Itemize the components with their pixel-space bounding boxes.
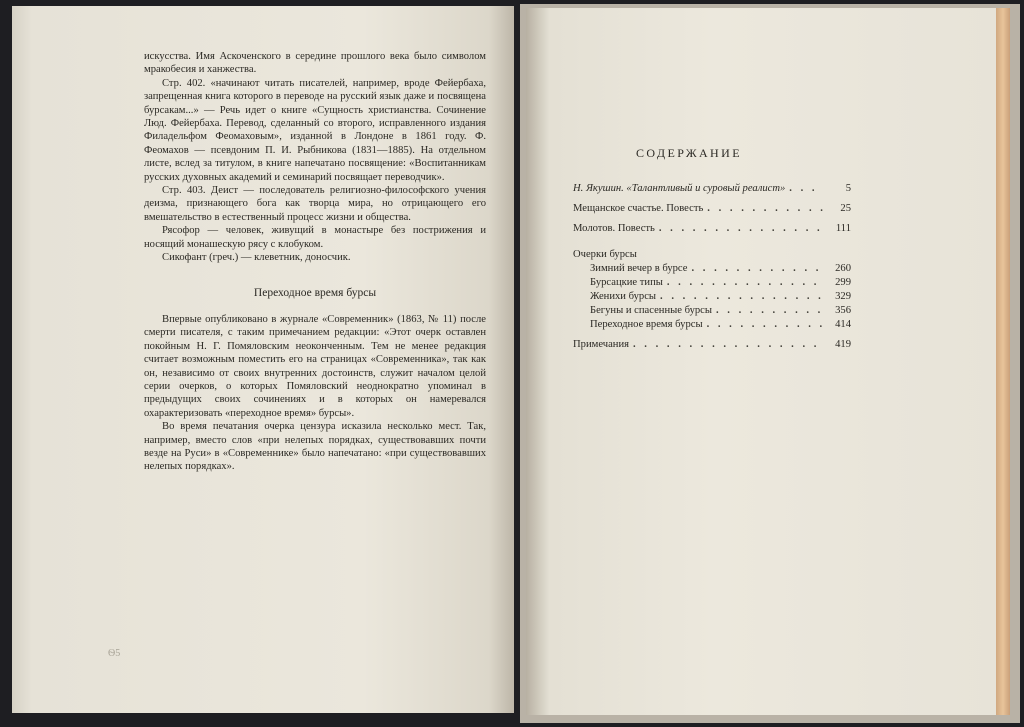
toc-entry-page: 329 [835, 291, 851, 302]
toc-entry-page: 5 [845, 183, 851, 194]
toc-group-label: Очерки бурсы [573, 249, 637, 260]
toc-entry-title: Зимний вечер в бурсе [590, 263, 688, 274]
toc-entry-page: 111 [835, 223, 851, 234]
toc-leader-dots [633, 338, 823, 352]
toc-leader-dots [716, 304, 823, 318]
note-paragraph: Сикофант (греч.) — клеветник, доносчик. [162, 252, 351, 264]
notes-text [144, 50, 486, 474]
toc-leader-dots [667, 276, 823, 290]
toc-entry [573, 202, 851, 216]
toc-leader-dots [691, 262, 823, 276]
toc-entry [573, 182, 851, 196]
toc-entry-page: 299 [835, 277, 851, 288]
toc-entry-title: Бурсацкие типы [590, 277, 663, 288]
toc-entry-title: Мещанское счастье. Повесть [573, 203, 704, 214]
toc-group-title [573, 248, 851, 262]
table-of-contents [573, 182, 851, 352]
toc-entry-page: 260 [835, 263, 851, 274]
right-page [526, 8, 996, 715]
toc-leader-dots [660, 290, 823, 304]
toc-leader-dots [659, 222, 823, 236]
toc-subentry [573, 290, 851, 304]
toc-entry-title: Н. Якушин. «Талантливый и суровый реалист» [573, 183, 786, 194]
page-number: Ѳ5 [108, 648, 121, 659]
toc-title: СОДЕРЖАНИЕ [636, 146, 742, 160]
toc-entry-title: Примечания [573, 339, 629, 350]
toc-leader-dots [707, 202, 823, 216]
toc-entry-title: Молотов. Повесть [573, 223, 655, 234]
toc-subentry [573, 276, 851, 290]
note-paragraph: Стр. 402. «начинают читать писателей, например, вроде Фейербаха, запрещенная книга которого в переводе на русский язык даже и посвящена бурсакам...» — Речь идет о книге «Сущность христианства. Сочинение Люд. Фейербаха. Перевод, сделанный со второго, исправленного издания Филадельфом Феомаховым», изданной в Лондоне в 1861 году. Ф. Феомахов — псевдоним П. И. Рыбникова (1831—1885). На отдельном листе, вслед за титулом, в книге напечатано посвящение: «Воспитанникам русских духовных академий и семинарий посвящает переводчик». [144, 77, 486, 183]
toc-entry-title: Женихи бурсы [590, 291, 657, 302]
note-paragraph: искусства. Имя Аскоченского в середине прошлого века было символом мракобесия и ханжества. [144, 51, 486, 76]
toc-subentry [573, 318, 851, 332]
toc-entry [573, 222, 851, 236]
note-paragraph: Рясофор — человек, живущий в монастыре без пострижения и носящий монашескую рясу с клобуком. [144, 225, 486, 250]
toc-leader-dots [707, 318, 823, 332]
toc-entry-title: Переходное время бурсы [590, 319, 703, 330]
toc-entry-page: 356 [835, 305, 851, 316]
toc-leader-dots [789, 182, 823, 196]
note-paragraph: Стр. 403. Деист — последователь религиозно-философского учения деизма, признающего бога как творца мира, но отрицающего его вмешательство в естественный процесс жизни и общества. [144, 185, 486, 223]
toc-entry-page: 419 [835, 339, 851, 350]
section-paragraph: Во время печатания очерка цензура исказила несколько мест. Так, например, вместо слов «при нелепых порядках, существовавших почти везде на Руси» в «Современнике» было напечатано: «при существовавших нелепых порядках». [144, 421, 486, 473]
toc-entry [573, 338, 851, 352]
toc-entry-page: 414 [835, 319, 851, 330]
toc-subentry [573, 304, 851, 318]
toc-entry-title: Бегуны и спасенные бурсы [590, 305, 712, 316]
section-heading: Переходное время бурсы [253, 286, 377, 299]
page-edge [996, 8, 1010, 715]
section-paragraph: Впервые опубликовано в журнале «Современник» (1863, № 11) после смерти писателя, с таким примечанием редакции: «Этот очерк оставлен покойным Н. Г. Помяловским неоконченным. Тем не менее редакция считает возможным поместить его на страницах «Современника», так как он, независимо от своих внутренних достоинств, служит началом целой серии очерков, о которых Помяловский неоднократно упоминал в предыдущих своих сочинениях и в которых он намеревался охарактеризовать «переходное время» бурсы». [144, 313, 486, 419]
toc-entry-page: 25 [840, 203, 851, 214]
toc-subentry [573, 262, 851, 276]
